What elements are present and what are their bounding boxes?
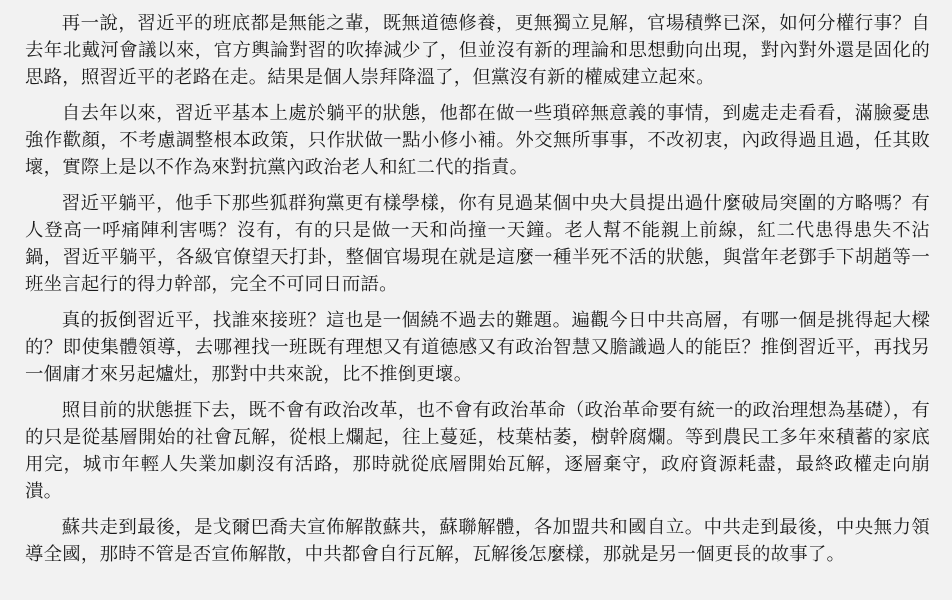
article-paragraph-1: 再一說，習近平的班底都是無能之輩，既無道德修養，更無獨立見解，官場積弊已深，如何分權行事？自去年北戴河會議以來，官方輿論對習的吹捧減少了，但並沒有新的理論和思想動向出現，對內對外還是固化的思路，照習近平的老路在走。結果是個人崇拜降溫了，但黨沒有新的權威建立起來。 — [25, 13, 930, 88]
article-paragraph-5: 照目前的狀態捱下去，既不會有政治改革，也不會有政治革命（政治革命要有統一的政治理想為基礎），有的只是從基層開始的社會瓦解，從根上爛起，往上蔓延，枝葉枯萎，樹幹腐爛。等到農民工多年來積蓄的家底用完，城市年輕人失業加劇沒有活路，那時就從底層開始瓦解，逐層棄守，政府資源耗盡，最終政權走向崩潰。 — [25, 400, 930, 502]
article-paragraph-3: 習近平躺平，他手下那些狐群狗黨更有樣學樣，你有見過某個中央大員提出過什麼破局突圍的方略嗎？有人登高一呼痛陣利害嗎？沒有，有的只是做一天和尚撞一天鐘。老人幫不能親上前線，紅二代患得患失不沾鍋，習近平躺平，各級官僚望天打卦，整個官場現在就是這麼一種半死不活的狀態，與當年老鄧手下胡趙等一班坐言起行的得力幹部，完全不可同日而語。 — [25, 193, 930, 295]
article-paragraph-6: 蘇共走到最後，是戈爾巴喬夫宣佈解散蘇共，蘇聯解體，各加盟共和國自立。中共走到最後，中央無力領導全國，那時不管是否宣佈解散，中共都會自行瓦解，瓦解後怎麼樣，那就是另一個更長的故事了。 — [25, 517, 930, 565]
article-paragraph-4: 真的扳倒習近平，找誰來接班？這也是一個繞不過去的難題。遍觀今日中共高層，有哪一個是挑得起大樑的？即使集體領導，去哪裡找一班既有理想又有道德感又有政治智慧又膽識過人的能臣？推倒習近平，再找另一個庸才來另起爐灶，那對中共來說，比不推倒更壞。 — [25, 310, 930, 385]
article-paragraph-2: 自去年以來，習近平基本上處於躺平的狀態，他都在做一些瑣碎無意義的事情，到處走走看看，滿臉憂患強作歡顏，不考慮調整根本政策，只作狀做一點小修小補。外交無所事事，不改初衷，內政得過且過，任其敗壞，實際上是以不作為來對抗黨內政治老人和紅二代的指責。 — [25, 103, 930, 178]
